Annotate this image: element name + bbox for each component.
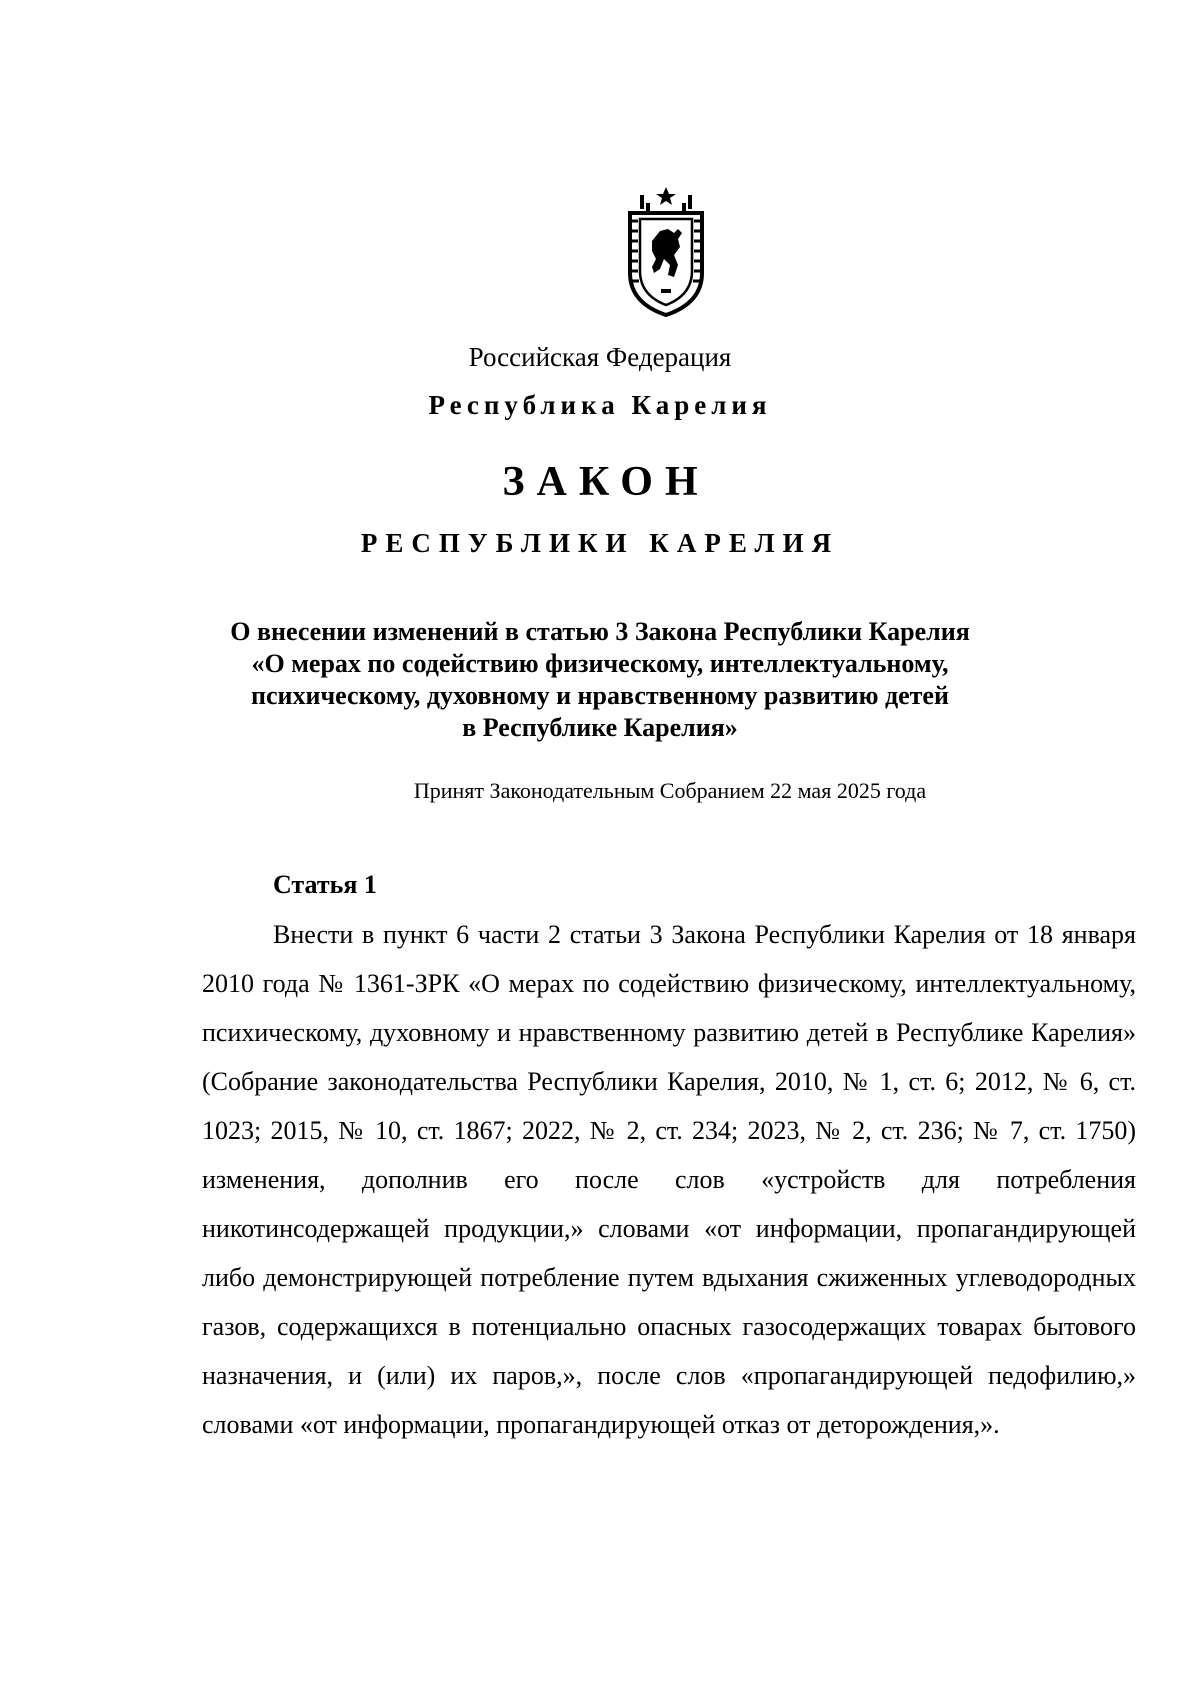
document-title	[200, 616, 1000, 744]
document-title-line: в Республике Карелия»	[462, 713, 738, 742]
coat-of-arms-karelia-icon	[616, 185, 716, 318]
republic-name: Республика Карелия	[428, 390, 772, 420]
document-title-line: психическому, духовному и нравственному развитию детей	[251, 681, 949, 710]
law-title: ЗАКОН	[502, 459, 710, 505]
adoption-date: Принят Законодательным Собранием 22 мая 2025 года	[413, 778, 927, 803]
country-name: Российская Федерация	[468, 342, 732, 372]
article-heading: Статья 1	[273, 870, 377, 899]
article-body: Внести в пункт 6 части 2 статьи 3 Закона Республики Карелия от 18 января 2010 года № 1361-ЗРК «О мерах по содействию физическому, интеллектуальному, психическому, духовному и нравственному развитию детей в Республике Карелия» (Собрание законодательства Республики Карелия, 2010, № 1, ст. 6; 2012, № 6, ст. 1023; 2015, № 10, ст. 1867; 2022, № 2, ст. 234; 2023, № 2, ст. 236; № 7, ст. 1750) изменения, дополнив его после слов «устройств для потребления никотинсодержащей продукции,» словами «от информации, пропагандирующей либо демонстрирующей потребление путем вдыхания сжиженных углеводородных газов, содержащихся в потенциально опасных газосодержащих товарах бытового назначения, и (или) их паров,», после слов «пропагандирующей педофилию,» словами «от информации, пропагандирующей отказ от деторождения,».	[202, 920, 1136, 1439]
document-title-line: О внесении изменений в статью 3 Закона Республики Карелия	[230, 617, 970, 646]
document-title-line: «О мерах по содействию физическому, интеллектуальному,	[251, 649, 949, 678]
law-subtitle: РЕСПУБЛИКИ КАРЕЛИЯ	[360, 528, 840, 558]
